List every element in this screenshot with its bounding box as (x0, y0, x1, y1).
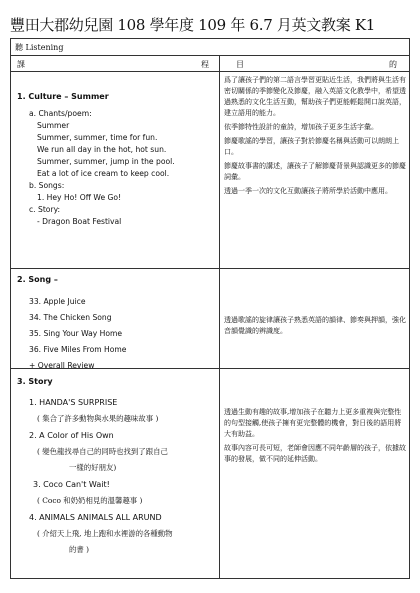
song-item: + Overall Review (29, 361, 95, 370)
header-goal-a: 目 (236, 60, 244, 69)
story-goals (224, 407, 406, 468)
chants-label: a. Chants/poem: (29, 109, 92, 118)
header-goal-b: 的 (389, 60, 397, 69)
poem-line: Eat a lot of ice cream to keep cool. (37, 169, 170, 178)
poem-line: We run all day in the hot, hot sun. (37, 145, 167, 154)
story-desc: ( Coco 和奶奶相見的溫馨趣事 ) (37, 496, 143, 505)
song-item: 34. The Chicken Song (29, 313, 112, 322)
story-title: 1. HANDA'S SURPRISE (29, 398, 118, 407)
story-label: c. Story: (29, 205, 61, 214)
song-item: 33. Apple Juice (29, 297, 86, 306)
story-goal: 故事內容可長可短，老師會因應不同年齡層的孩子，依據故事的發展，做不同的延伸活動。 (224, 444, 406, 463)
story-goal: 透過生動有趣的故事,增加孩子在聽力上更多重複與完整性的句型接觸,使孩子擁有更完整體的機會，對日後的語用將大有助益。 (224, 408, 402, 438)
story-desc: 一樣的好朋友) (69, 463, 117, 472)
story-title: 4. ANIMALS ANIMALS ALL ARUND (29, 513, 162, 522)
song-heading: 2. Song – (17, 275, 58, 284)
song-goals (224, 315, 406, 340)
song-goal: 透過歌謠的旋律讓孩子熟悉英語的韻律、節奏與押韻，強化音韻覺識的辨識度。 (224, 316, 406, 335)
story-section (17, 376, 173, 558)
culture-song: 1. Hey Ho! Off We Go! (37, 193, 122, 202)
culture-goal: 依季節特性設計的童詩，增加孩子更多生活字彙。 (224, 123, 378, 131)
story-desc: ( 變色龍找尋自己的同時也找到了跟自己 (37, 447, 168, 456)
poem-line: Summer, summer, jump in the pool. (37, 157, 175, 166)
story-desc: 的書 ) (69, 545, 90, 554)
story-desc: ( 集合了許多動物與水果的趣味故事 ) (37, 414, 159, 423)
culture-section (17, 91, 175, 228)
header-row (11, 56, 409, 72)
song-section (17, 274, 126, 374)
songs-label: b. Songs: (29, 181, 65, 190)
culture-goal: 節慶歌謠的學習，讓孩子對於節慶名稱與活動可以朗朗上口。 (224, 137, 399, 156)
song-item: 36. Five Miles From Home (29, 345, 127, 354)
song-item: 35. Sing Your Way Home (29, 329, 123, 338)
story-desc: ( 介紹天上飛, 地上跑和水裡游的各種動物 (37, 529, 173, 538)
header-course-b: 程 (201, 60, 209, 69)
poem-line: Summer, summer, time for fun. (37, 133, 158, 142)
row-divider-1 (11, 268, 409, 269)
culture-story: - Dragon Boat Festival (37, 217, 122, 226)
lesson-plan-table (10, 38, 410, 579)
header-course-a: 課 (17, 60, 25, 69)
culture-goal: 節慶故事書的講述，讓孩子了解節慶背景與認識更多的節慶詞彙。 (224, 162, 406, 181)
story-title: 3. Coco Can't Wait! (33, 480, 110, 489)
culture-goals (224, 75, 406, 200)
story-title: 2. A Color of His Own (29, 431, 114, 440)
column-divider (219, 56, 220, 578)
story-heading: 3. Story (17, 377, 53, 386)
document-title: 豐田大郡幼兒園 108 學年度 109 年 6.7 月英文教案 K1 (10, 16, 376, 34)
culture-heading: 1. Culture – Summer (17, 92, 109, 101)
culture-goal: 透過一季一次的文化互動讓孩子將所學於活動中應用。 (224, 187, 392, 195)
listening-row: 聽 Listening (11, 39, 409, 56)
poem-line: Summer (37, 121, 70, 130)
culture-goal: 爲了讓孩子們的第二語言學習更貼近生活，我們將與生活有密切關係的季節變化及節慶，融入英語文化教學中，希望透過熟悉的文化生活互動，幫助孩子們更能輕鬆開口說英語，建立語用的能力。 (224, 76, 406, 117)
